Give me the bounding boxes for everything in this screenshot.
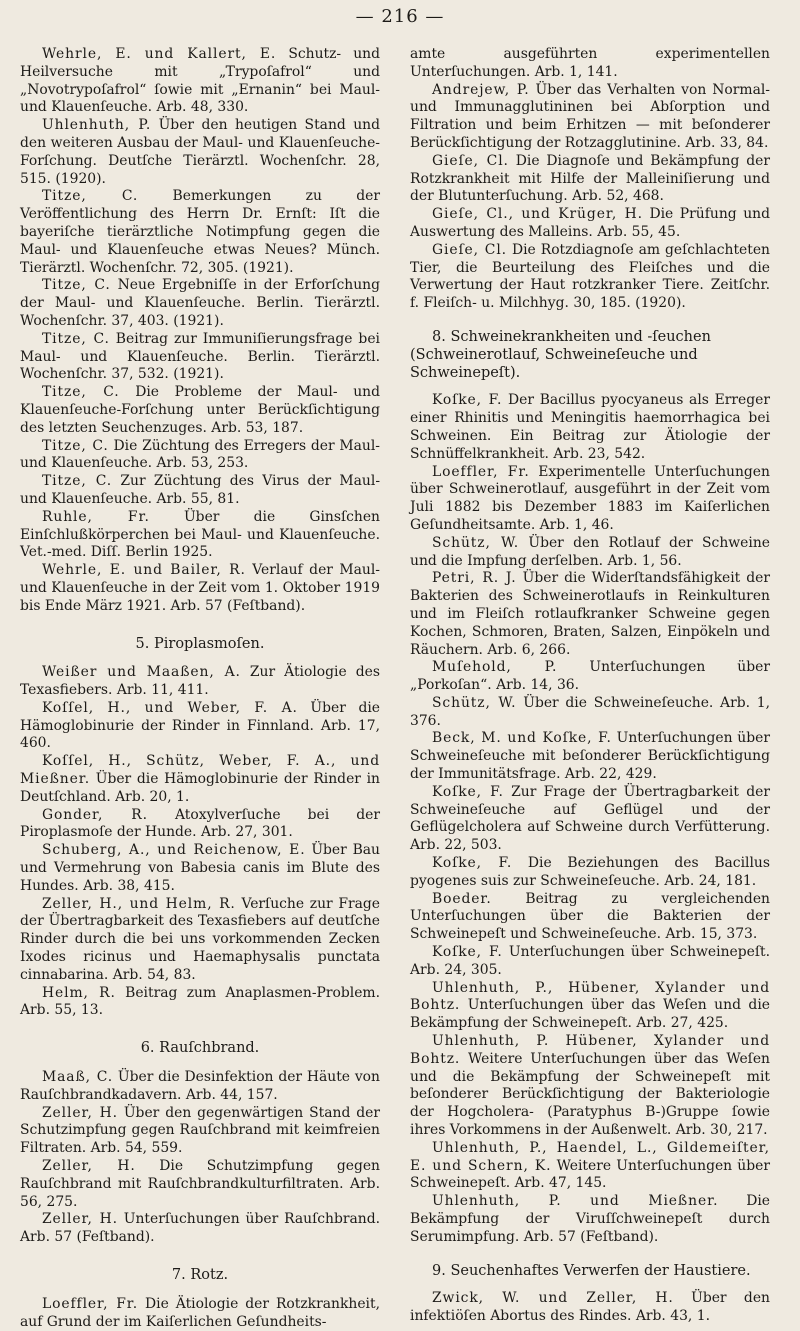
bibliography-entry-continuation xyxy=(410,46,770,82)
entry-text: Weitere Unterſuchungen über Schweinepeſt. Arb. 47, 145. xyxy=(410,1157,771,1192)
entry-text: Die Schutzimpfung gegen Rauſchbrand mit Rauſchbrandkulturfiltraten. Arb. 56, 275. xyxy=(20,1158,381,1210)
right-column xyxy=(410,46,770,1326)
entry-text: Über den infektiöſen Abortus des Rindes. Arb. 43, 1. xyxy=(410,1290,770,1325)
section-heading: 7. Rotz. xyxy=(171,1267,229,1283)
entry-author: Titze, C. xyxy=(42,188,139,205)
bibliography-entry xyxy=(20,1296,380,1331)
entry-author: Gieſe, Cl. xyxy=(432,152,509,169)
entry-text: Über die Widerſtandsfähigkeit der Bakterien des Schweinerotlaufs in Reinkulturen und im Fleiſch rotlaufkranker Schweine gegen Kochen, Schmoren, Braten, Salzen, Einpökeln und Räuchern. Arb. 6, 266. xyxy=(410,570,770,658)
entry-text: Zur Ätiologie des Texasfiebers. Arb. 11, 411. xyxy=(20,664,380,699)
bibliography-entry xyxy=(20,331,380,384)
bibliography-entry xyxy=(20,842,380,895)
entry-text: Über den Rotlauf der Schweine und die Impfung derſelben. Arb. 1, 56. xyxy=(410,534,770,569)
entry-author: Zwick, W. und Zeller, H. xyxy=(432,1290,674,1307)
entry-author: Beck, M. und Koſke, F. xyxy=(432,730,612,747)
entry-text: Experimentelle Unterſuchungen über Schweinerotlauf, ausgeführt in der Zeit vom Juli 1882 bis Dezember 1883 im Kaiſerlichen Geſundheitsamte. Arb. 1, 46. xyxy=(410,463,770,533)
entry-text: Zur Züchtung des Virus der Maul- und Klauenſeuche. Arb. 55, 81. xyxy=(20,473,381,507)
entry-author: Helm, R. xyxy=(42,984,116,1001)
bibliography-entry xyxy=(410,730,770,783)
bibliography-entry xyxy=(20,753,380,806)
entry-text: Die Bekämpfung der Viruſſchweinepeſt durch Serumimpfung. Arb. 57 (Feſtband). xyxy=(410,1193,770,1245)
bibliography-entry xyxy=(410,1193,770,1246)
section-heading: 8. Schweinekrankheiten und -ſeuchen (Schweinerotlauf, Schweineſeuche und Schweinepeſt). xyxy=(410,328,711,381)
bibliography-entry xyxy=(410,392,770,463)
entry-author: Schütz, W. xyxy=(432,694,517,711)
entry-author: Titze, C. xyxy=(42,473,113,490)
bibliography-entry xyxy=(410,206,770,242)
bibliography-entry xyxy=(410,242,770,313)
entry-author: Ruhle, Fr. xyxy=(42,508,150,525)
bibliography-entry xyxy=(410,695,770,731)
entry-text: Verlauf der Maul- und Klauenſeuche in der Zeit vom 1. Oktober 1919 bis Ende März 1921. Arb. 57 (Feſtband). xyxy=(20,562,380,614)
entry-author: Gonder, R. xyxy=(42,806,148,823)
entry-author: Weißer und Maaßen, A. xyxy=(42,664,241,681)
entry-author: Koſſel, H., und Weber, F. A. xyxy=(42,699,298,716)
bibliography-entry xyxy=(410,1290,770,1326)
bibliography-entry xyxy=(410,1140,770,1193)
entry-author: Titze, C. xyxy=(42,330,110,347)
section-heading: 6. Rauſchbrand. xyxy=(140,1040,260,1057)
entry-author: Uhlenhuth, P. Hübener, Xylander und Bohtz. xyxy=(410,1033,770,1067)
entry-text: Unterſuchungen über Schweineſeuche mit beſonderer Berückſichtigung der Immunitätsfrage. Arb. 22, 429. xyxy=(410,730,770,783)
entry-text: Bemerkungen zu der Veröffentlichung des Herrn Dr. Ernſt: Iſt die bayeriſche tierärztliche Notimpfung gegen die Maul- und Klauenſeuche etwas Neues? Münch. Tierärztl. Wochenſchr. 72, 305. (1921). xyxy=(20,188,380,276)
section-heading: 9. Seuchenhaftes Verwerfen der Haustiere. xyxy=(432,1262,751,1279)
bibliography-entry xyxy=(20,384,380,437)
entry-text: Atoxylverſuche bei der Piroplasmoſe der Hunde. Arb. 27, 301. xyxy=(20,806,380,841)
entry-text: Die Rotzdiagnoſe am geſchlachteten Tier, die Beurteilung des Fleiſches und die Verwertung der Haut rotzkranker Tiere. Zeitſchr. f. Fleiſch- u. Milchhyg. 30, 185. (1920). xyxy=(410,241,770,312)
bibliography-entry xyxy=(410,1033,770,1140)
entry-author: Titze, C. xyxy=(42,277,111,294)
entry-author: Koſſel, H., Schütz, Weber, F. A., und Mießner. xyxy=(20,753,380,788)
entry-author: Uhlenhuth, P., Hübener, Xylander und Bohtz. xyxy=(410,979,770,1014)
bibliography-entry xyxy=(20,188,380,277)
bibliography-entry xyxy=(20,438,380,474)
entry-text: Unterſuchungen über Schweinepeſt. Arb. 24, 305. xyxy=(410,944,770,978)
entry-text: Unterſuchungen über das Weſen und die Bekämpfung der Schweinepeſt. Arb. 27, 425. xyxy=(410,997,770,1032)
entry-text: Über die Ginsſchen Einſchlußkörperchen bei Maul- und Klauenſeuche. Vet.-med. Diſſ. Berlin 1925. xyxy=(20,508,380,561)
page-number: — 216 — xyxy=(355,6,445,27)
entry-text: Neue Ergebniſſe in der Erforſchung der Maul- und Klauenſeuche. Berlin. Tierärztl. Wochenſchr. 37, 403. (1921). xyxy=(20,277,380,329)
bibliography-entry xyxy=(20,700,380,753)
entry-text: amte ausgeführten experimentellen Unterſuchungen. Arb. 1, 141. xyxy=(410,46,770,80)
entry-author: Boeder. xyxy=(432,890,492,907)
bibliography-entry xyxy=(410,535,770,571)
entry-text: Schutz- und Heilversuche mit „Trypoſafrol“ und „Novotrypoſafrol“ ſowie mit „Ernanin“ bei Maul- und Klauenſeuche. Arb. 48, 330. xyxy=(20,46,381,116)
bibliography-entry xyxy=(20,807,380,843)
entry-author: Muſehold, P. xyxy=(432,659,558,676)
entry-text: Beitrag zu vergleichenden Unterſuchungen über die Bakterien der Schweinepeſt und Schweineſeuche. Arb. 15, 373. xyxy=(410,890,770,943)
entry-author: Zeller, H. xyxy=(42,1211,118,1228)
entry-author: Uhlenhuth, P. xyxy=(42,117,152,134)
entry-text: Unterſuchungen über Rauſchbrand. Arb. 57 (Feſtband). xyxy=(20,1211,381,1246)
entry-author: Wehrle, E. und Bailer, R. xyxy=(42,562,246,579)
bibliography-entry xyxy=(20,46,380,117)
entry-author: Koſke, F. xyxy=(432,855,513,872)
bibliography-entry xyxy=(20,985,380,1021)
entry-author: Zeller, H. xyxy=(42,1158,136,1175)
entry-author: Gieſe, Cl., und Krüger, H. xyxy=(432,206,643,223)
entry-text: Über das Verhalten von Normal- und Immunagglutininen bei Abſorption und Filtration und beim Erhitzen — mit beſonderer Berückſichtigung der Rotzagglutinine. Arb. 33, 84. xyxy=(410,81,770,151)
bibliography-entry xyxy=(410,659,770,695)
bibliography-entry xyxy=(20,562,380,615)
entry-author: Uhlenhuth, P., Haendel, L., Gildemeiſter, E. und Schern, K. xyxy=(410,1139,770,1174)
bibliography-entry xyxy=(20,117,380,188)
entry-author: Koſke, F. xyxy=(432,944,503,961)
entry-text: Weitere Unterſuchungen über das Weſen und die Bekämpfung der Schweinepeſt mit beſonderer Berückſichtigung der Bakteriologie der Hogcholera- (Paratyphus B-)Gruppe ſowie ihres Vorkommens in der Außenwelt. Arb. 30, 217. xyxy=(410,1050,770,1139)
bibliography-entry xyxy=(410,464,770,535)
bibliography-entry xyxy=(20,1211,380,1247)
entry-text: Zur Frage der Übertragbarkeit der Schweineſeuche auf Geflügel und der Geflügelcholera auf Schweine durch Verfütterung. Arb. 22, 503. xyxy=(410,783,770,854)
entry-author: Loeffler, Fr. xyxy=(432,463,530,480)
entry-author: Koſke, F. xyxy=(432,783,504,800)
entry-author: Uhlenhuth, P. und Mießner. xyxy=(432,1193,719,1210)
entry-text: Die Probleme der Maul- und Klauenſeuche-Forſchung unter Berückſichtigung des letzten Seuchenzuges. Arb. 53, 187. xyxy=(20,384,381,436)
entry-text: Über die Desinfektion der Häute von Rauſchbrandkadavern. Arb. 44, 157. xyxy=(20,1069,380,1103)
bibliography-entry xyxy=(410,784,770,855)
entry-text: Die Diagnoſe und Bekämpfung der Rotzkrankheit mit Hilfe der Malleiniſierung und der Blutunterſuchung. Arb. 52, 468. xyxy=(410,152,770,205)
entry-author: Koſke, F. xyxy=(432,392,503,409)
bibliography-entry xyxy=(410,980,770,1033)
entry-author: Wehrle, E. und Kallert, E. xyxy=(42,46,277,62)
entry-text: Über den gegenwärtigen Stand der Schutzimpfung gegen Rauſchbrand mit keimfreien Filtraten. Arb. 54, 559. xyxy=(20,1104,380,1157)
entry-author: Maaß, C. xyxy=(42,1069,114,1086)
entry-author: Andrejew, P. xyxy=(432,81,530,98)
entry-author: Schütz, W. xyxy=(432,534,520,551)
entry-text: Verſuche zur Frage der Übertragbarkeit des Texasfiebers auf deutſche Rinder durch die bei uns vorkommenden Zecken Ixodes ricinus und Haemaphysalis punctata cinnabarina. Arb. 54, 83. xyxy=(20,895,381,983)
bibliography-entry xyxy=(20,1158,380,1211)
entry-author: Gieſe, Cl. xyxy=(432,241,507,258)
entry-text: Die Prüfung und Auswertung des Malleins. Arb. 55, 45. xyxy=(410,206,770,240)
entry-text: Über die Schweineſeuche. Arb. 1, 376. xyxy=(410,694,771,729)
entry-text: Über Bau und Vermehrung von Babesia canis im Blute des Hundes. Arb. 38, 415. xyxy=(20,842,381,894)
entry-text: Die Ätiologie der Rotzkrankheit, auf Grund der im Kaiſerlichen Geſundheits- xyxy=(20,1295,380,1330)
bibliography-entry xyxy=(20,1069,380,1105)
bibliography-entry xyxy=(410,153,770,206)
entry-author: Zeller, H., und Helm, R. xyxy=(42,895,236,912)
bibliography-entry xyxy=(410,570,770,659)
bibliography-entry xyxy=(410,82,770,153)
entry-text: Der Bacillus pyocyaneus als Erreger einer Rhinitis und Meningitis haemorrhagica bei Schweinen. Ein Beitrag zur Ätiologie der Schnüffelkrankheit. Arb. 23, 542. xyxy=(410,392,770,462)
entry-author: Titze, C. xyxy=(42,384,120,401)
bibliography-entry xyxy=(20,664,380,700)
entry-text: Über die Hämoglobinurie der Rinder in Finnland. Arb. 17, 460. xyxy=(20,699,381,752)
entry-text: Die Beziehungen des Bacillus pyogenes suis zur Schweineſeuche. Arb. 24, 181. xyxy=(410,855,770,889)
entry-author: Schuberg, A., und Reichenow, E. xyxy=(42,842,306,859)
entry-text: Über den heutigen Stand und den weiteren Ausbau der Maul- und Klauenſeuche-Forſchung. Deutſche Tierärztl. Wochenſchr. 28, 515. (1920). xyxy=(20,117,380,187)
entry-text: Beitrag zum Anaplasmen-Problem. Arb. 55, 13. xyxy=(20,984,381,1019)
left-column xyxy=(20,46,380,1331)
entry-text: Die Züchtung des Erregers der Maul- und Klauenſeuche. Arb. 53, 253. xyxy=(20,437,381,472)
entry-author: Zeller, H. xyxy=(42,1104,118,1121)
entry-author: Loeffler, Fr. xyxy=(42,1295,139,1312)
bibliography-entry xyxy=(20,277,380,330)
bibliography-entry xyxy=(20,473,380,509)
entry-text: Über die Hämoglobinurie der Rinder in Deutſchland. Arb. 20, 1. xyxy=(20,771,380,805)
bibliography-entry xyxy=(410,944,770,980)
entry-text: Unterſuchungen über „Porkoſan“. Arb. 14, 36. xyxy=(410,659,770,694)
entry-text: Beitrag zur Immuniſierungsfrage bei Maul- und Klauenſeuche. Berlin. Tierärztl. Wochenſchr. 37, 532. (1921). xyxy=(20,330,380,383)
bibliography-entry xyxy=(410,855,770,891)
bibliography-entry xyxy=(410,891,770,944)
bibliography-entry xyxy=(20,1105,380,1158)
bibliography-entry xyxy=(20,896,380,985)
bibliography-entry xyxy=(20,509,380,562)
entry-author: Petri, R. J. xyxy=(432,570,517,587)
section-heading: 5. Piroplasmoſen. xyxy=(135,635,265,652)
entry-author: Titze, C. xyxy=(42,437,109,454)
